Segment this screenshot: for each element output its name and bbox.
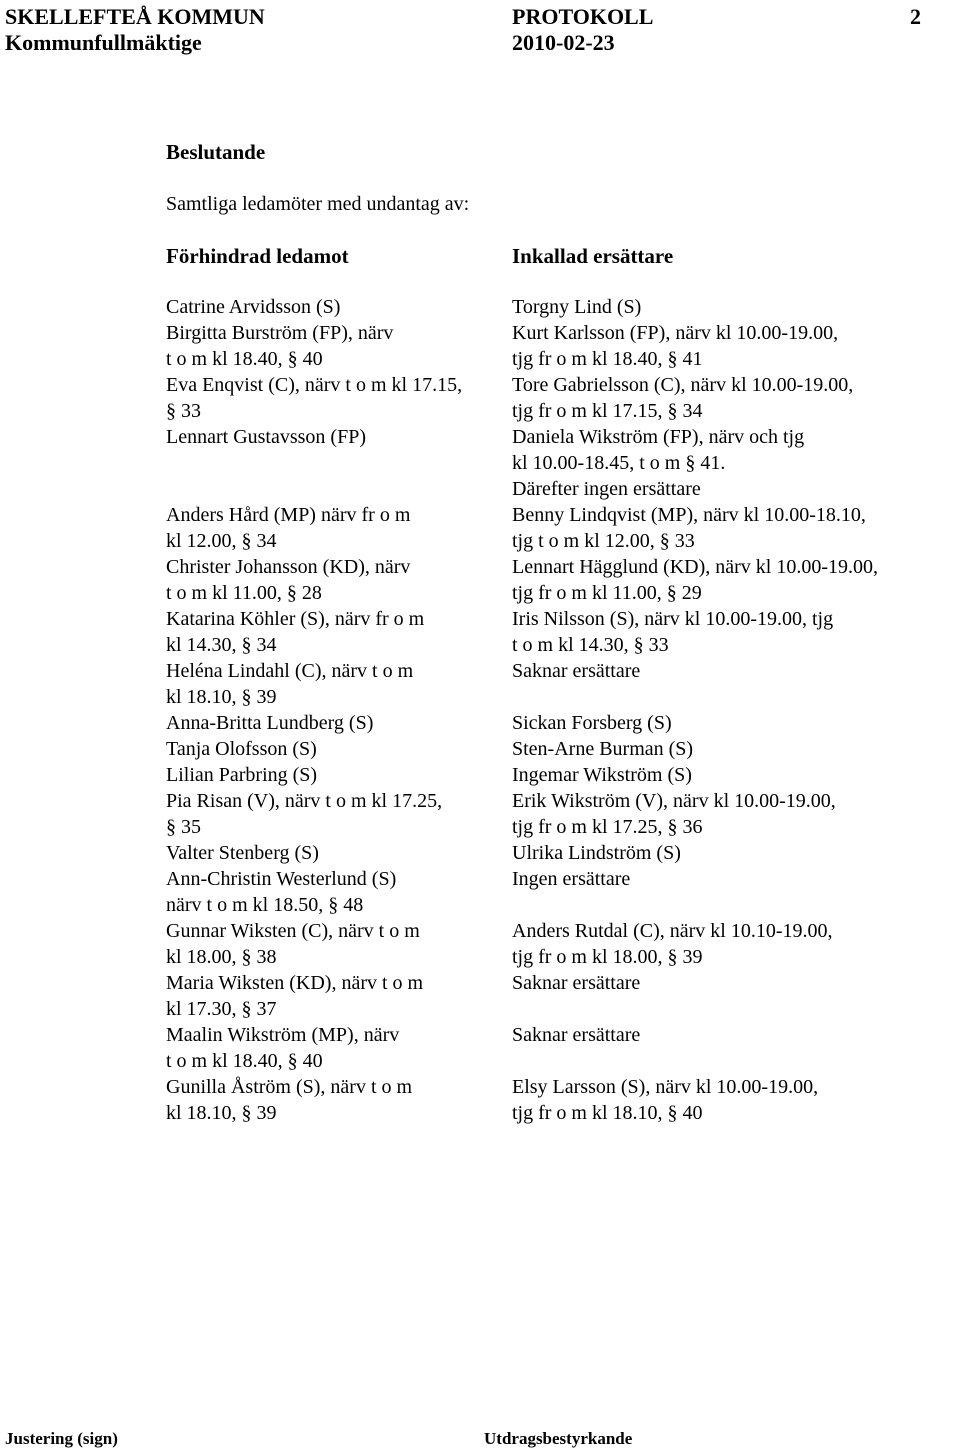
intro-text: Samtliga ledamöter med undantag av:: [166, 193, 470, 215]
document-type: PROTOKOLL: [512, 4, 654, 29]
absent-member-line: kl 18.10, § 39: [166, 686, 277, 708]
absent-member-line: Heléna Lindahl (C), närv t o m: [166, 660, 414, 682]
absent-member-line: Valter Stenberg (S): [166, 842, 319, 864]
absent-member-line: t o m kl 18.40, § 40: [166, 1050, 323, 1072]
council-name: Kommunfullmäktige: [5, 30, 202, 55]
substitute-line: Ulrika Lindström (S): [512, 842, 681, 864]
substitute-line: tjg fr o m kl 17.15, § 34: [512, 400, 703, 422]
substitute-line: Sten-Arne Burman (S): [512, 738, 694, 760]
absent-member-line: t o m kl 11.00, § 28: [166, 582, 322, 604]
absent-member-line: Birgitta Burström (FP), närv: [166, 322, 394, 344]
absent-member-line: § 33: [166, 400, 201, 422]
substitute-line: Elsy Larsson (S), närv kl 10.00-19.00,: [512, 1076, 819, 1098]
absent-member-line: Lilian Parbring (S): [166, 764, 318, 786]
substitute-line: Erik Wikström (V), närv kl 10.00-19.00,: [512, 790, 836, 812]
substitute-line: tjg fr o m kl 11.00, § 29: [512, 582, 702, 604]
page-number: 2: [910, 4, 921, 29]
substitute-line: Tore Gabrielsson (C), närv kl 10.00-19.00,: [512, 374, 854, 396]
substitute-line: tjg t o m kl 12.00, § 33: [512, 530, 695, 552]
substitute-line: tjg fr o m kl 18.00, § 39: [512, 946, 703, 968]
substitute-line: Benny Lindqvist (MP), närv kl 10.00-18.10,: [512, 504, 866, 526]
substitute-line: Anders Rutdal (C), närv kl 10.10-19.00,: [512, 920, 833, 942]
substitute-line: tjg fr o m kl 18.10, § 40: [512, 1102, 703, 1124]
substitute-line: tjg fr o m kl 18.40, § 41: [512, 348, 703, 370]
substitute-line: kl 10.00-18.45, t o m § 41.: [512, 452, 726, 474]
absent-member-line: t o m kl 18.40, § 40: [166, 348, 323, 370]
substitute-line: Saknar ersättare: [512, 1024, 641, 1046]
municipality-name: SKELLEFTEÅ KOMMUN: [5, 4, 265, 29]
absent-member-line: kl 12.00, § 34: [166, 530, 277, 552]
absent-member-line: Tanja Olofsson (S): [166, 738, 317, 760]
substitute-line: Kurt Karlsson (FP), närv kl 10.00-19.00,: [512, 322, 839, 344]
substitute-line: tjg fr o m kl 17.25, § 36: [512, 816, 703, 838]
substitute-line: Saknar ersättare: [512, 972, 641, 994]
substitute-line: Torgny Lind (S): [512, 296, 642, 318]
absent-member-line: Gunilla Åström (S), närv t o m: [166, 1076, 413, 1098]
absent-member-line: Anders Hård (MP) närv fr o m: [166, 504, 411, 526]
absent-member-line: Maria Wiksten (KD), närv t o m: [166, 972, 424, 994]
substitute-line: Iris Nilsson (S), närv kl 10.00-19.00, tjg: [512, 608, 834, 630]
substitute-line: Därefter ingen ersättare: [512, 478, 701, 500]
absent-member-line: Gunnar Wiksten (C), närv t o m: [166, 920, 420, 942]
absent-member-line: kl 14.30, § 34: [166, 634, 277, 656]
absent-member-line: § 35: [166, 816, 201, 838]
substitute-line: Lennart Hägglund (KD), närv kl 10.00-19.00,: [512, 556, 879, 578]
absent-member-line: kl 18.10, § 39: [166, 1102, 277, 1124]
substitute-line: Daniela Wikström (FP), närv och tjg: [512, 426, 805, 448]
absent-member-line: Katarina Köhler (S), närv fr o m: [166, 608, 425, 630]
section-title: Beslutande: [166, 140, 266, 164]
substitute-line: Ingemar Wikström (S): [512, 764, 692, 786]
absent-member-line: Ann-Christin Westerlund (S): [166, 868, 397, 890]
absent-member-line: Eva Enqvist (C), närv t o m kl 17.15,: [166, 374, 463, 396]
footer-utdrag: Utdragsbestyrkande: [484, 1429, 633, 1448]
absent-member-line: Maalin Wikström (MP), närv: [166, 1024, 400, 1046]
substitute-line: Ingen ersättare: [512, 868, 631, 890]
footer-justering: Justering (sign): [5, 1429, 118, 1448]
absent-member-line: kl 18.00, § 38: [166, 946, 277, 968]
substitute-line: Sickan Forsberg (S): [512, 712, 672, 734]
substitute-line: Saknar ersättare: [512, 660, 641, 682]
absent-member-line: Lennart Gustavsson (FP): [166, 426, 366, 448]
absent-member-line: närv t o m kl 18.50, § 48: [166, 894, 364, 916]
substitute-line: t o m kl 14.30, § 33: [512, 634, 669, 656]
absent-member-line: Anna-Britta Lundberg (S): [166, 712, 374, 734]
absent-member-line: Catrine Arvidsson (S): [166, 296, 341, 318]
column-header-substitute: Inkallad ersättare: [512, 244, 674, 268]
absent-member-line: kl 17.30, § 37: [166, 998, 277, 1020]
column-header-absent: Förhindrad ledamot: [166, 244, 349, 268]
absent-member-line: Pia Risan (V), närv t o m kl 17.25,: [166, 790, 443, 812]
absent-member-line: Christer Johansson (KD), närv: [166, 556, 411, 578]
meeting-date: 2010-02-23: [512, 30, 615, 55]
